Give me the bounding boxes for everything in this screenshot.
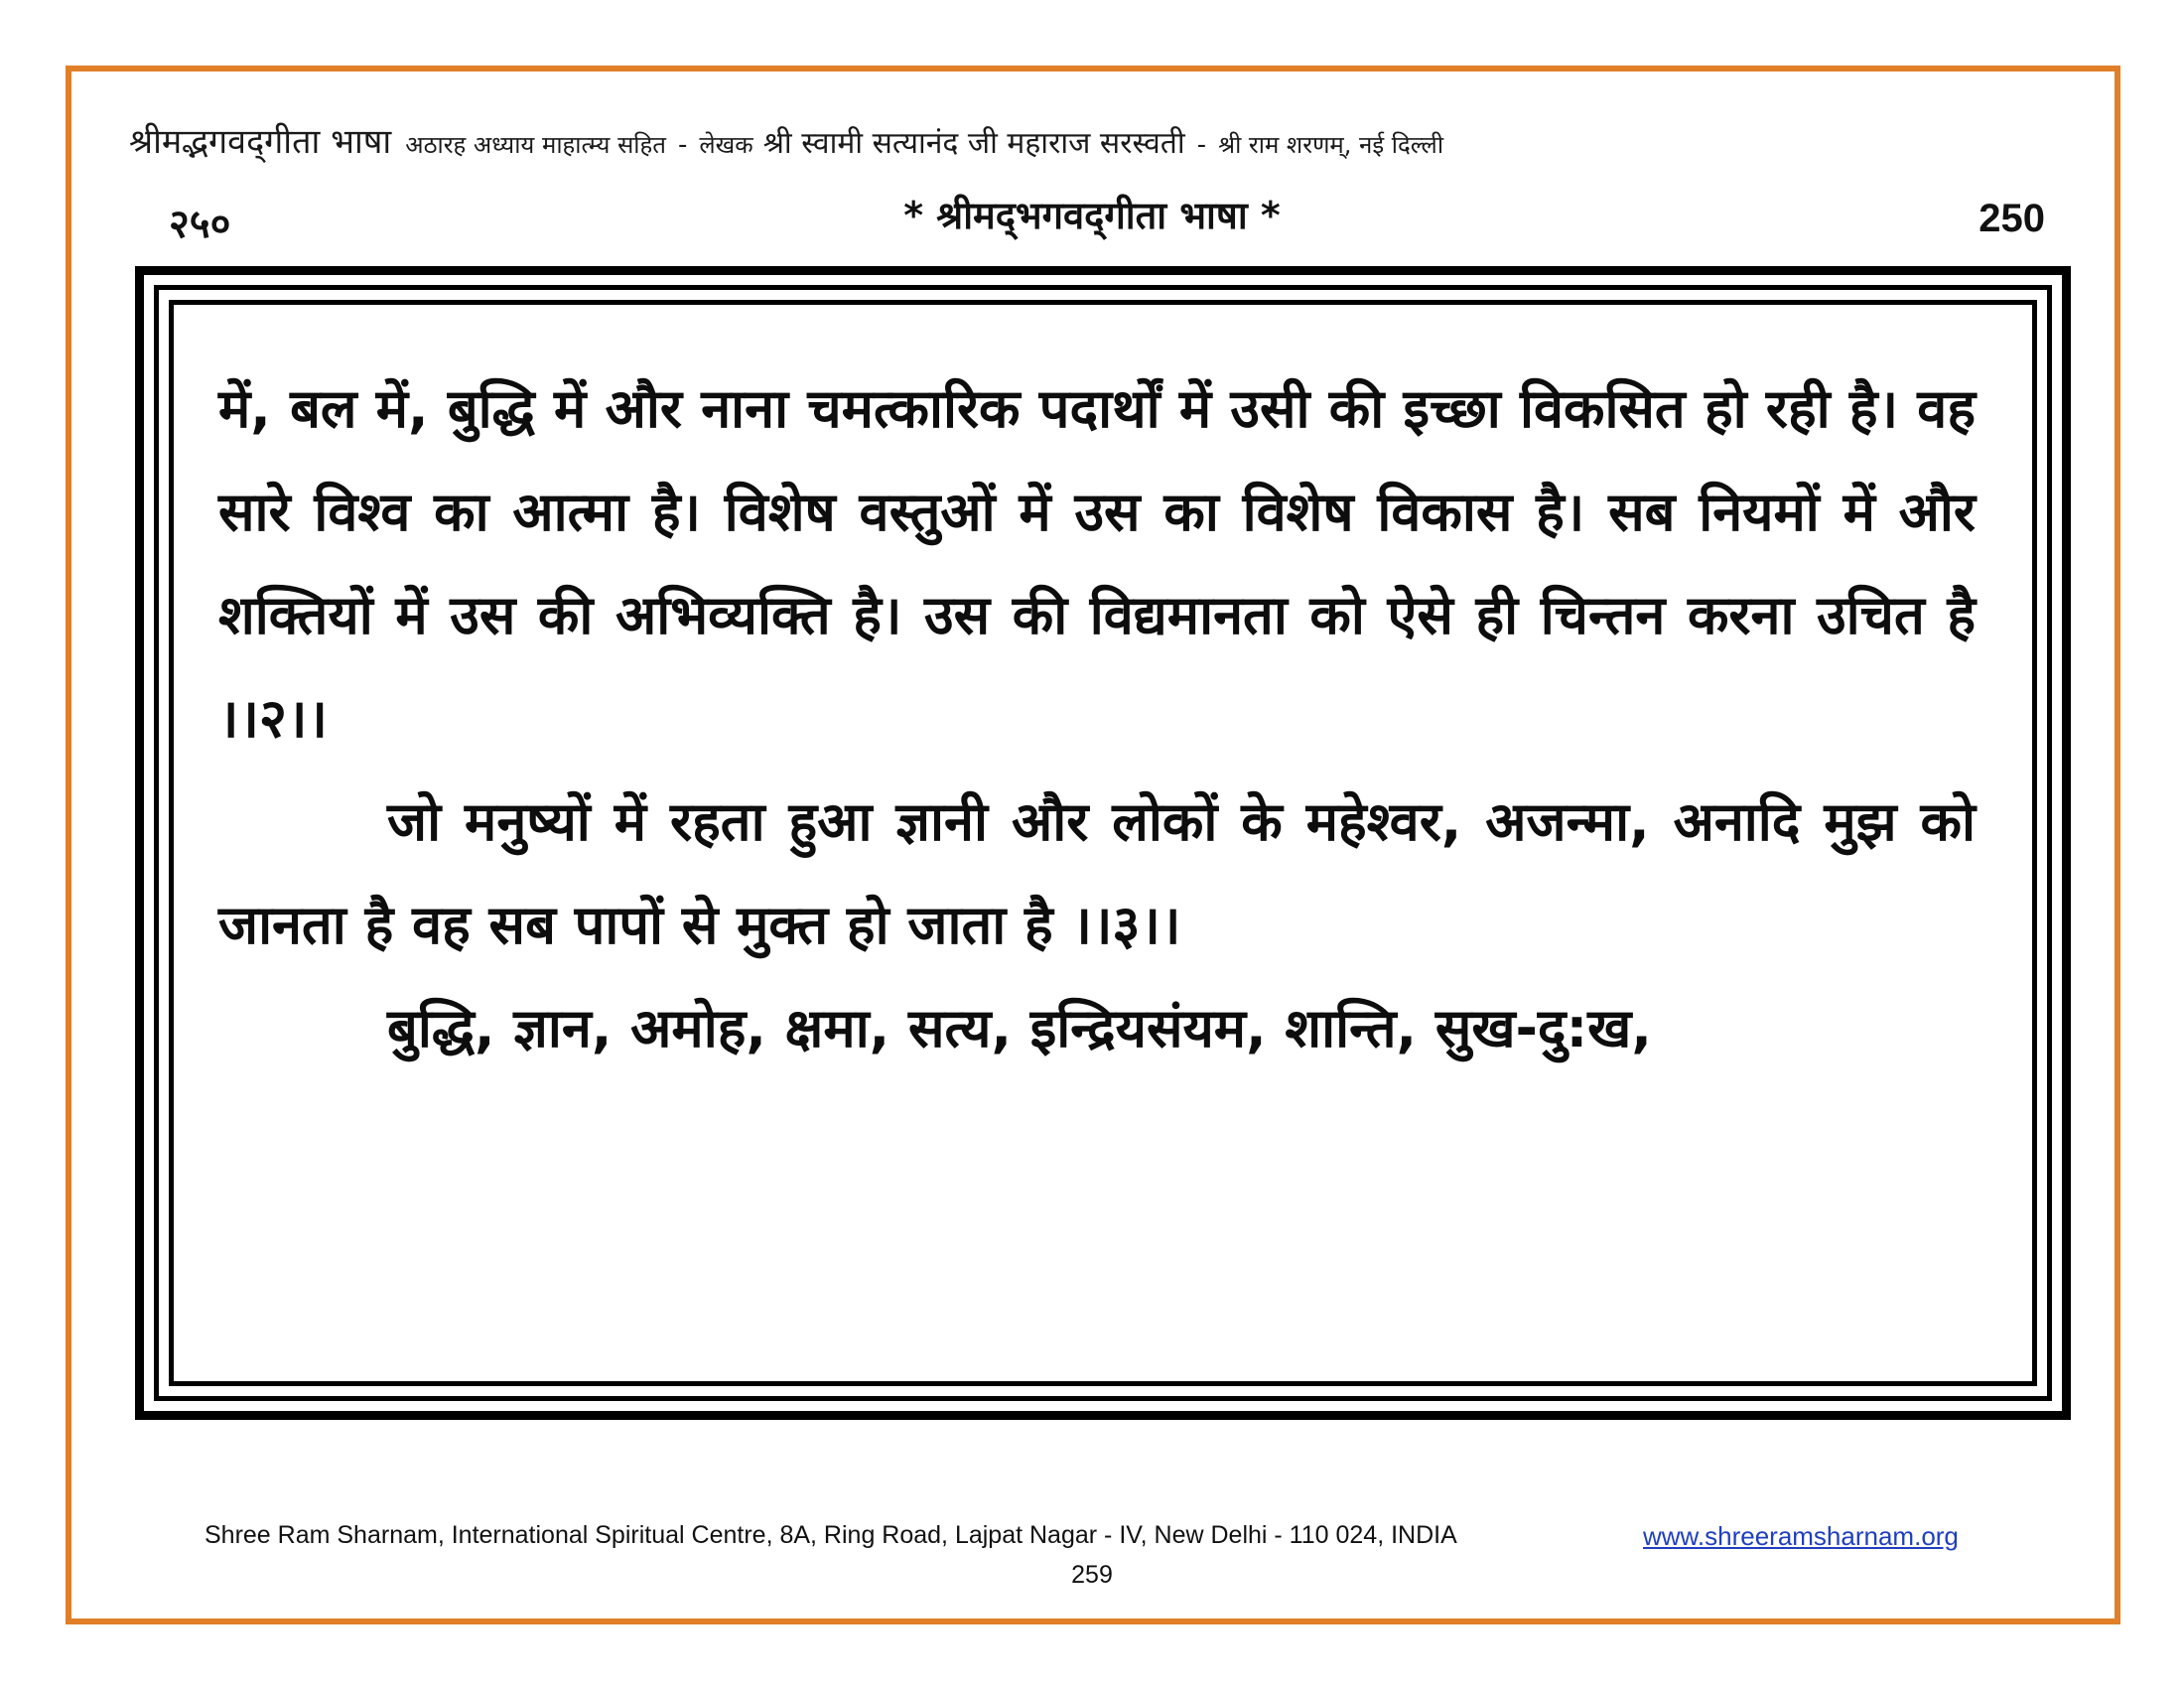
- book-header: [129, 117, 2075, 167]
- website-link[interactable]: www.shreeramsharnam.org: [1643, 1521, 1959, 1551]
- paragraph-verse-2: में, बल में, बुद्धि में और नाना चमत्कारिक पदार्थों में उसी की इच्छा विकसित हो रही है। वह सारे विश्व का आत्मा है। विशेष वस्तुओं में उस का विशेष विकास है। सब नियमों में और शक्तियों में उस की अभिव्यक्ति है। उस की विद्यमानता को ऐसे ही चिन्तन करना उचित है ।।२।।: [218, 377, 1976, 750]
- paragraph-verse-4-start: बुद्धि, ज्ञान, अमोह, क्षमा, सत्य, इन्द्रियसंयम, शान्ति, सुख-दु:ख,: [387, 997, 1652, 1059]
- footer-address: Shree Ram Sharnam, International Spiritual Centre, 8A, Ring Road, Lajpat Nagar - IV, New Delhi - 110 024, INDIA: [205, 1521, 1457, 1549]
- paragraph-verse-3: जो मनुष्यों में रहता हुआ ज्ञानी और लोकों के महेश्वर, अजन्मा, अनादि मुझ को जानता है वह सब पापों से मुक्त हो जाता है ।।३।।: [218, 790, 1976, 956]
- header-separator-2: -: [1196, 130, 1207, 160]
- page-number-hindi: २५०: [169, 202, 231, 247]
- pdf-page-number: 259: [1071, 1561, 1113, 1589]
- author-prefix: लेखक: [699, 131, 753, 159]
- book-subtitle: अठारह अध्याय माहात्म्य सहित: [405, 131, 666, 159]
- page-number: 250: [1979, 197, 2045, 240]
- book-title: श्रीमद्भगवद्‌गीता भाषा: [129, 122, 392, 162]
- publisher-place: श्री राम शरणम्, नई दिल्ली: [1218, 131, 1444, 159]
- verse-text: [218, 357, 1976, 1080]
- running-title: * श्रीमद्‌भगवद्‌गीता भाषा *: [903, 194, 1281, 237]
- header-separator: -: [677, 130, 688, 160]
- author-name: श्री स्वामी सत्यानंद जी महाराज सरस्वती: [762, 126, 1185, 161]
